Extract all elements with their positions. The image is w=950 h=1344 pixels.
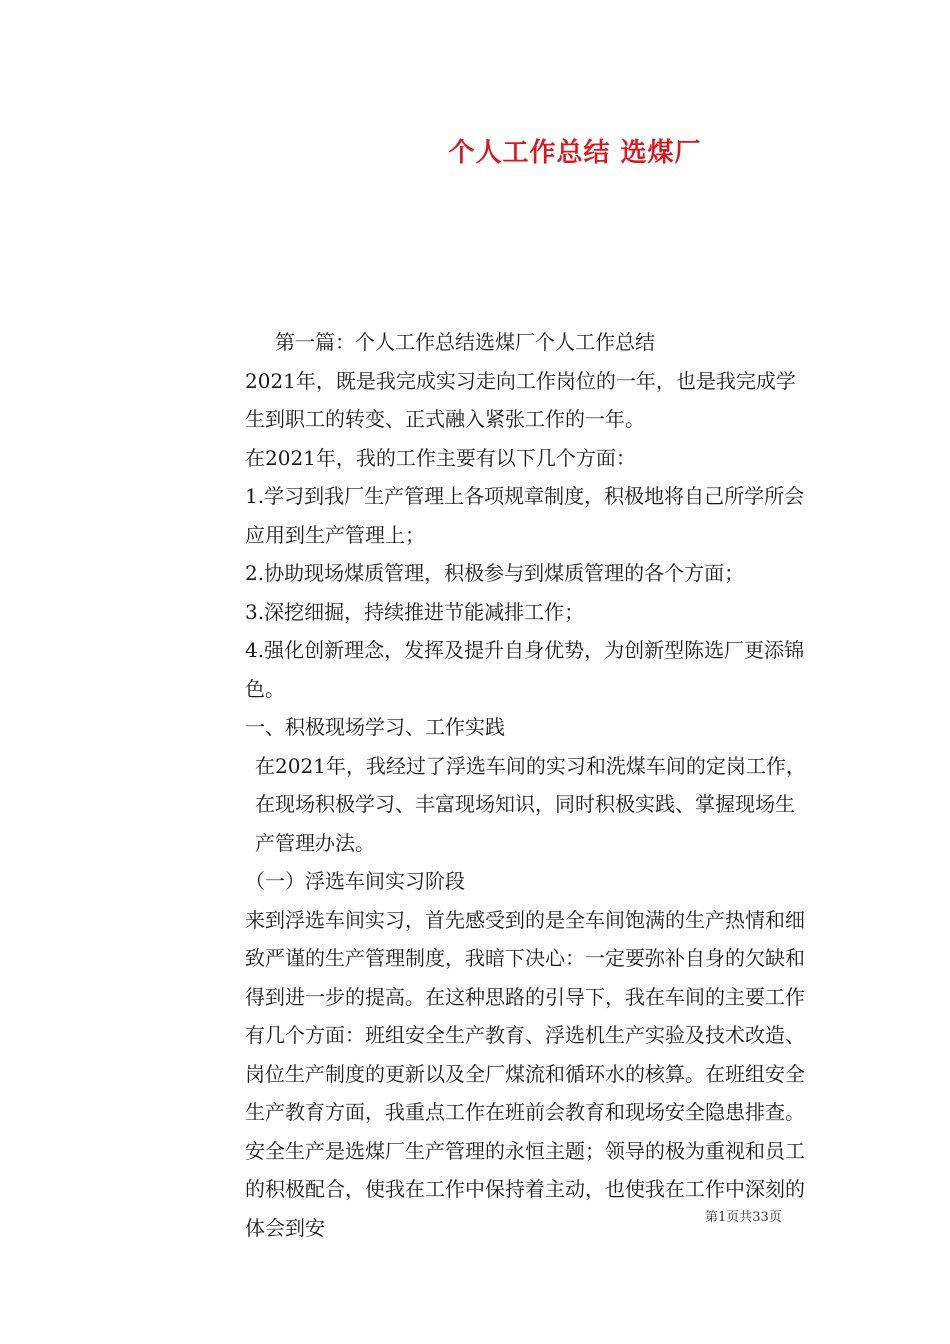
section-heading: 第一篇：个人工作总结选煤厂个人工作总结: [275, 330, 655, 354]
paragraph: 2021年，既是我完成实习走向工作岗位的一年，也是我完成学生到职工的转变、正式融入紧张工作的一年。: [245, 368, 796, 431]
list-item: 3.深挖细掘，持续推进节能减排工作；: [245, 599, 585, 624]
paragraph: 在2021年，我的工作主要有以下几个方面：: [245, 445, 636, 470]
document-title: 个人工作总结 选煤厂: [448, 138, 702, 168]
section-heading: 一、积极现场学习、工作实践: [245, 715, 505, 739]
list-item: 2.协助现场煤质管理，积极参与到煤质管理的各个方面；: [245, 561, 745, 585]
subsection-heading: （一）浮选车间实习阶段: [245, 869, 465, 893]
paragraph: 来到浮选车间实习，首先感受到的是全车间饱满的生产热情和细致严谨的生产管理制度，我暗下决心：一定要弥补自身的欠缺和得到进一步的提高。在这种思路的引导下，我在车间的主要工作有几个方面：班组安全生产教育、浮选机生产实验及技术改造、岗位生产制度的更新以及全厂煤流和循环水的核算。在班组安全生产教育方面，我重点工作在班前会教育和现场安全隐患排查。安全生产是选煤厂生产管理的永恒主题；领导的极为重视和员工的积极配合，使我在工作中保持着主动，也使我在工作中深刻的体会到安: [245, 907, 805, 1240]
list-item: 1.学习到我厂生产管理上各项规章制度，积极地将自己所学所会应用到生产管理上；: [245, 484, 805, 547]
page-number-footer: 第1页共33页: [705, 1210, 782, 1225]
list-item: 4.强化创新理念，发挥及提升自身优势，为创新型陈选厂更添锦色。: [245, 638, 805, 701]
document-body: [145, 323, 810, 1247]
paragraph: 在2021年，我经过了浮选车间的实习和洗煤车间的定岗工作，在现场积极学习、丰富现场知识，同时积极实践、掌握现场生产管理办法。: [255, 753, 806, 855]
